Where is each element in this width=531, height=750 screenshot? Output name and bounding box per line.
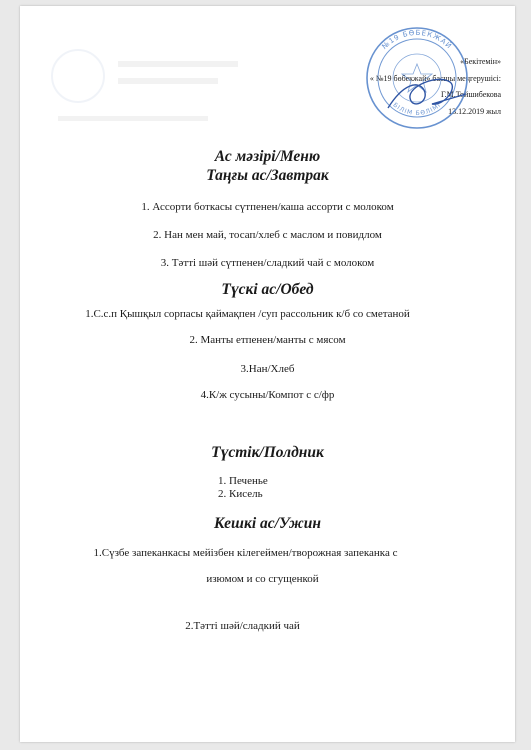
stamp-outer-text: №19 БӨБЕКЖАЙ: [380, 28, 454, 51]
snack-list: [218, 475, 268, 501]
breakfast-item-3: 3. Тәтті шәй сүтпенен/сладкий чай с молоком: [160, 257, 375, 269]
dinner-item-1: 1.Сүзбе запеканкасы мейізбен кілегеймен/творожная запеканка с: [93, 547, 398, 559]
approval-line-1: «Бекітемін»: [460, 57, 501, 66]
lunch-item-3: 3.Нан/Хлеб: [240, 363, 295, 375]
menu-title: Ас мәзірі/Меню: [214, 148, 321, 165]
approval-line-2: « №19 бөбекжай» басшы меңгерушісі:: [369, 73, 501, 83]
snack-heading: Түстік/Полдник: [211, 444, 324, 461]
official-stamp: [358, 24, 476, 132]
stamp-inner-text: БІЛІМ БӨЛІМІ: [391, 101, 443, 118]
svg-text:№19 БӨБЕКЖАЙ: [381, 29, 455, 51]
dinner-heading: Кешкі ас/Ужин: [214, 515, 321, 532]
dinner-item-1-continued: изюмом и со сгущенкой: [206, 573, 319, 585]
document-page: [20, 6, 515, 742]
dinner-item-2: 2.Тәтті шәй/сладкий чай: [185, 620, 300, 632]
approval-date: 13.12.2019 жыл: [448, 106, 501, 116]
breakfast-heading: Таңғы ас/Завтрак: [206, 167, 329, 184]
breakfast-item-1: 1. Ассорти боткасы сүтпенен/каша ассорти с молоком: [141, 201, 394, 213]
lunch-item-2: 2. Манты етпенен/манты с мясом: [189, 334, 346, 346]
lunch-item-1: 1.С.с.п Қышқыл сорпасы қаймақпен /суп рассольник к/б со сметаной: [85, 308, 410, 320]
lunch-item-4: 4.К/ж сусыны/Компот с с/фр: [200, 389, 335, 401]
snack-item-2: 2. Кисель: [218, 488, 263, 500]
bleed-through-decoration: [38, 46, 258, 136]
lunch-heading: Түскі ас/Обед: [221, 281, 314, 298]
approval-line-3: Г.М.Тойшибекова: [440, 90, 501, 99]
breakfast-item-2: 2. Нан мен май, тосап/хлеб с маслом и повидлом: [153, 229, 382, 241]
snack-item-1: 1. Печенье: [218, 475, 268, 487]
signature-mark: [388, 79, 466, 108]
